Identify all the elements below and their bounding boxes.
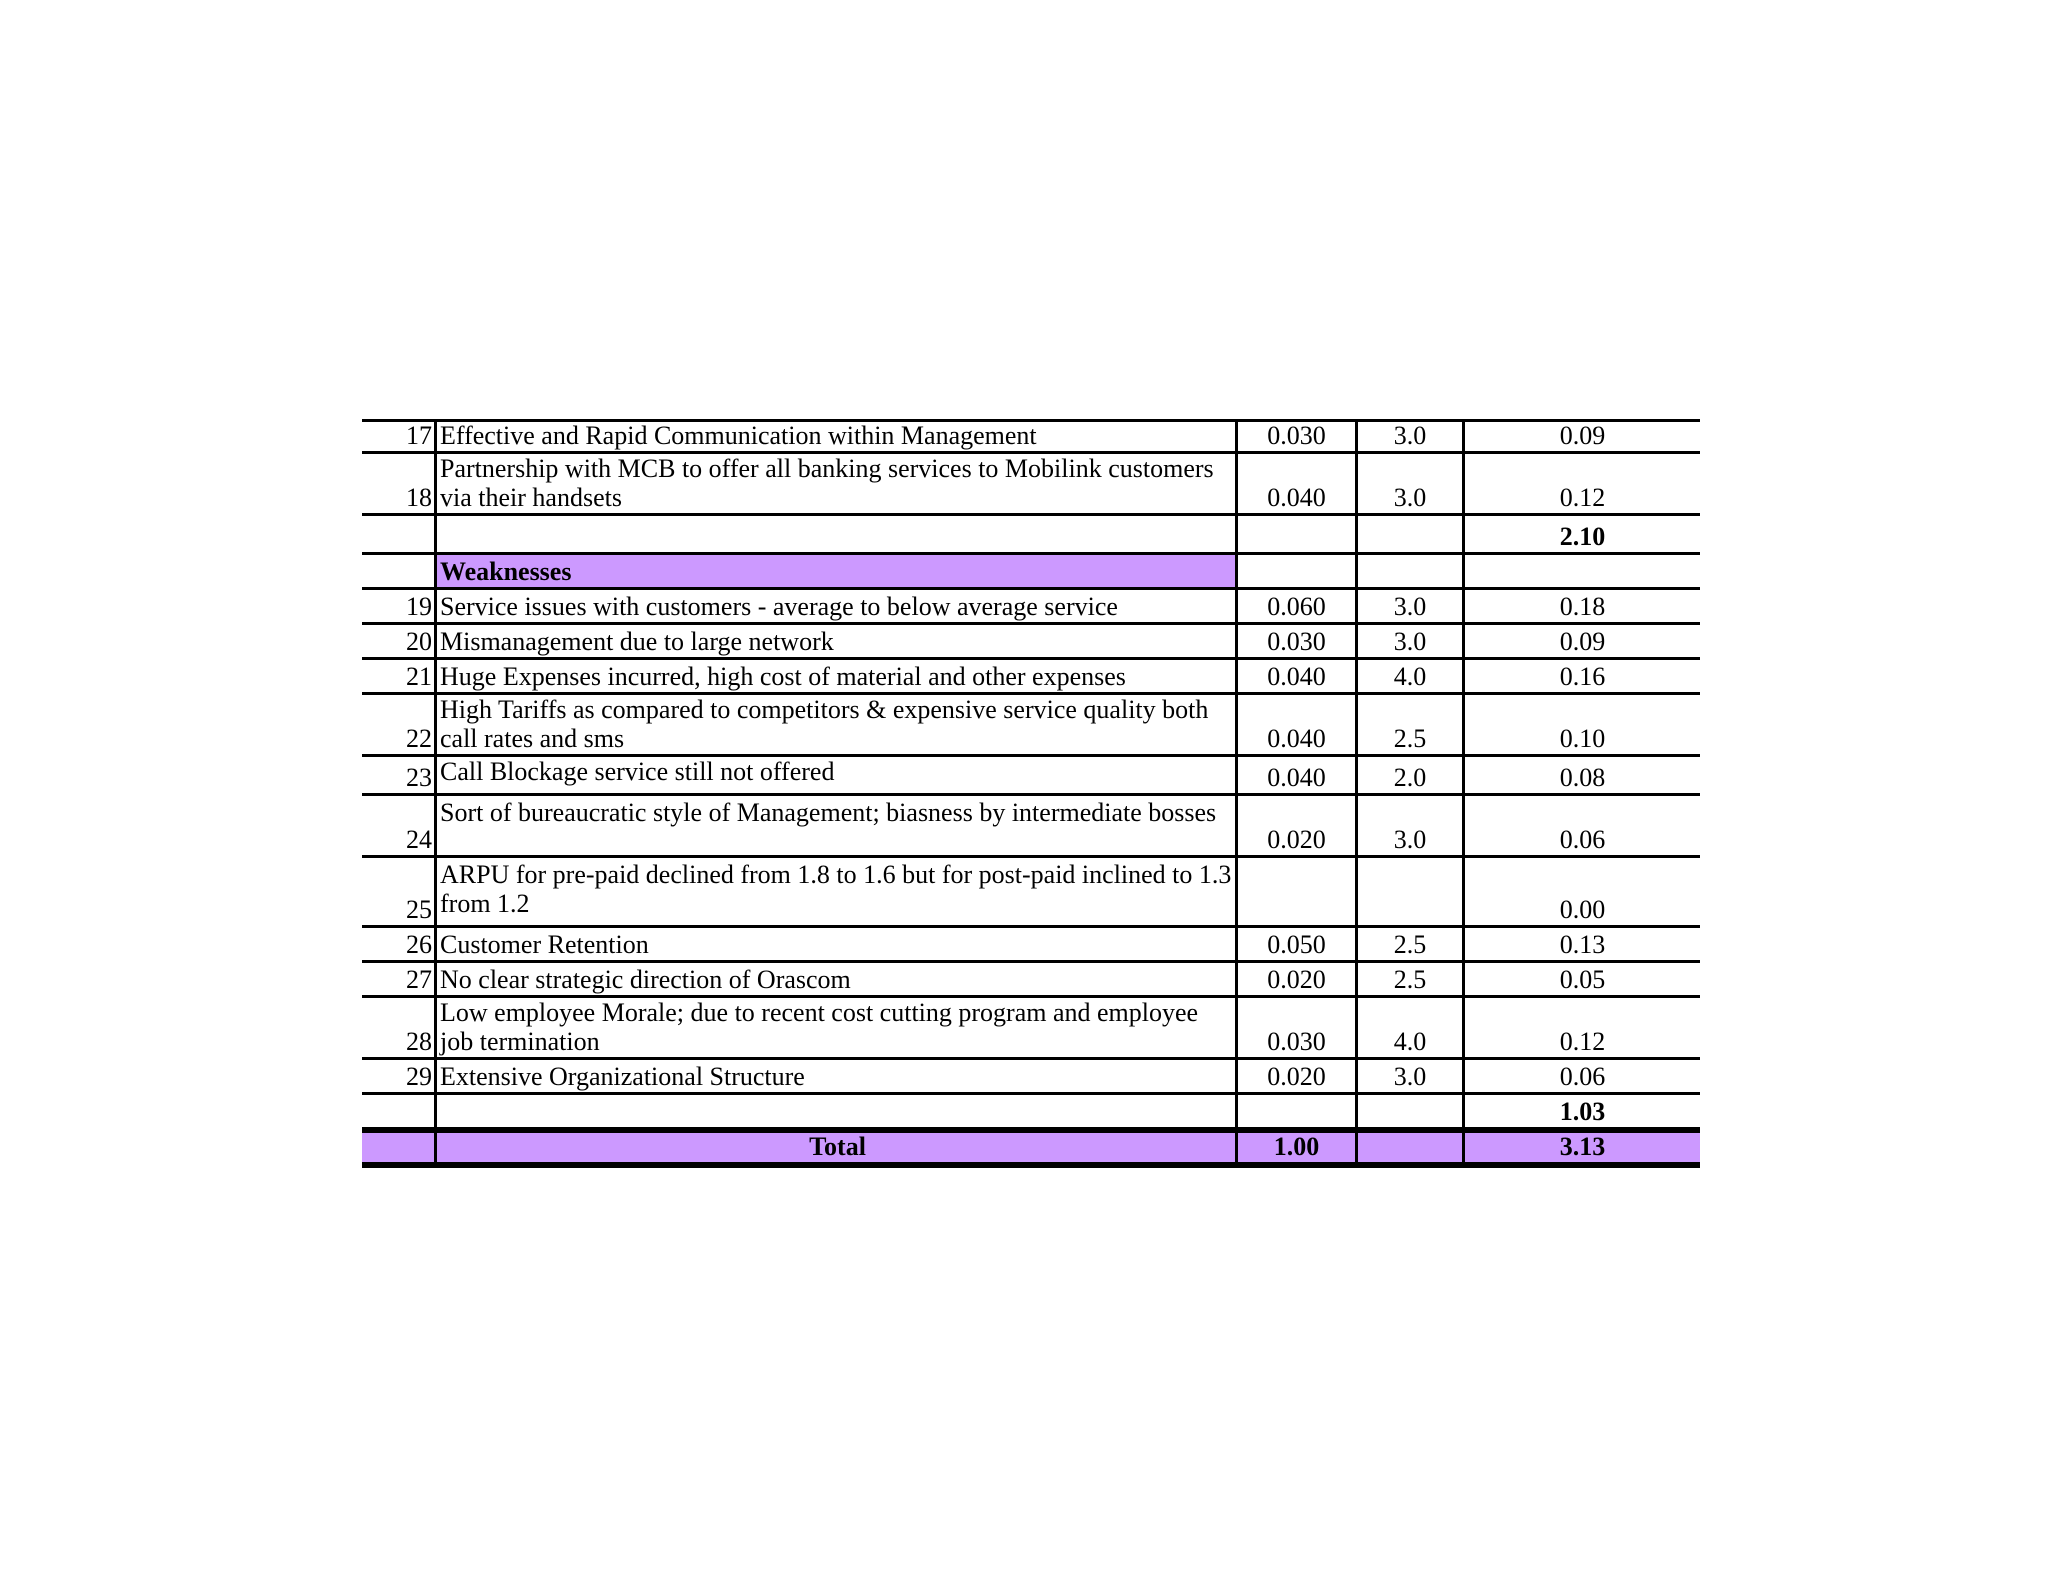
table-row	[362, 695, 1700, 757]
row-weight	[1238, 858, 1358, 925]
row-number: 25	[362, 858, 437, 925]
row-rating: 3.0	[1358, 422, 1465, 451]
row-description: Customer Retention	[437, 928, 1238, 960]
row-rating	[1358, 858, 1465, 925]
row-description	[437, 858, 1238, 925]
row-number: 18	[362, 454, 437, 513]
row-description: Huge Expenses incurred, high cost of material and other expenses	[437, 660, 1238, 692]
row-weight: 0.040	[1238, 757, 1358, 793]
weaknesses-header: Weaknesses	[437, 555, 1238, 587]
row-weight: 0.020	[1238, 796, 1358, 855]
table-row	[362, 454, 1700, 516]
row-weighted-score: 0.13	[1559, 930, 1606, 959]
row-weight: 0.030	[1238, 998, 1358, 1057]
row-weighted-score: 0.08	[1559, 763, 1606, 792]
strengths-subtotal: 2.10	[1559, 522, 1606, 551]
row-weighted-score: 0.09	[1559, 421, 1606, 450]
row-description-text: Low employee Morale; due to recent cost cutting program and employee job termination	[440, 998, 1199, 1056]
row-number: 22	[362, 695, 437, 754]
total-score: 3.13	[1559, 1132, 1606, 1161]
row-description-text: Partnership with MCB to offer all banking services to Mobilink customers via their handsets	[440, 454, 1214, 512]
row-number: 28	[362, 998, 437, 1057]
row-description	[437, 998, 1238, 1057]
row-weighted-score: 0.16	[1559, 662, 1606, 691]
row-weighted-score: 0.06	[1559, 825, 1606, 854]
subtotal-row-weaknesses	[362, 1095, 1700, 1130]
row-rating: 2.0	[1358, 757, 1465, 793]
table-row	[362, 1060, 1700, 1095]
row-description: No clear strategic direction of Orascom	[437, 963, 1238, 995]
row-rating: 4.0	[1358, 660, 1465, 692]
row-weighted-score: 0.12	[1559, 483, 1606, 512]
row-rating: 3.0	[1358, 454, 1465, 513]
row-rating: 3.0	[1358, 1060, 1465, 1092]
row-description: Call Blockage service still not offered	[437, 757, 1238, 793]
table-row	[362, 590, 1700, 625]
row-weight: 0.030	[1238, 422, 1358, 451]
row-number: 17	[362, 422, 437, 451]
row-weighted-score: 0.06	[1559, 1062, 1606, 1091]
subtotal-row-strengths	[362, 516, 1700, 555]
row-description: Sort of bureaucratic style of Management; biasness by intermediate bosses	[437, 796, 1238, 855]
total-row	[362, 1130, 1700, 1168]
row-number: 26	[362, 928, 437, 960]
table-row	[362, 998, 1700, 1060]
row-number: 20	[362, 625, 437, 657]
row-weight: 0.040	[1238, 660, 1358, 692]
table-row	[362, 757, 1700, 796]
row-rating: 3.0	[1358, 625, 1465, 657]
row-weight: 0.060	[1238, 590, 1358, 622]
section-header-row	[362, 555, 1700, 590]
row-weight: 0.040	[1238, 695, 1358, 754]
row-rating: 2.5	[1358, 963, 1465, 995]
row-number: 23	[362, 757, 437, 793]
row-weight: 0.020	[1238, 1060, 1358, 1092]
row-description: Service issues with customers - average to below average service	[437, 590, 1238, 622]
row-description-text: ARPU for pre-paid declined from 1.8 to 1.6 but for post-paid inclined to 1.3 from 1.2	[440, 860, 1232, 918]
row-description: Mismanagement due to large network	[437, 625, 1238, 657]
row-rating: 4.0	[1358, 998, 1465, 1057]
row-weighted-score: 0.12	[1559, 1027, 1606, 1056]
row-description: Extensive Organizational Structure	[437, 1060, 1238, 1092]
row-weighted-score: 0.05	[1559, 965, 1606, 994]
row-rating: 2.5	[1358, 695, 1465, 754]
row-number: 29	[362, 1060, 437, 1092]
table-row	[362, 419, 1700, 454]
row-number: 19	[362, 590, 437, 622]
efe-ife-matrix-table	[362, 419, 1700, 1168]
row-weighted-score: 0.00	[1559, 895, 1606, 924]
row-weighted-score: 0.09	[1559, 627, 1606, 656]
table-row	[362, 963, 1700, 998]
row-rating: 3.0	[1358, 796, 1465, 855]
row-weight: 0.050	[1238, 928, 1358, 960]
weaknesses-subtotal: 1.03	[1559, 1097, 1606, 1126]
row-weight: 0.020	[1238, 963, 1358, 995]
row-description	[437, 454, 1238, 513]
table-row	[362, 796, 1700, 858]
total-weight: 1.00	[1238, 1133, 1358, 1162]
row-number: 27	[362, 963, 437, 995]
row-rating: 3.0	[1358, 590, 1465, 622]
row-description-text: High Tariffs as compared to competitors & expensive service quality both call rates and sms	[440, 695, 1209, 753]
row-weight: 0.030	[1238, 625, 1358, 657]
row-description: Effective and Rapid Communication within Management	[437, 422, 1238, 451]
row-weighted-score: 0.18	[1559, 592, 1606, 621]
total-label: Total	[437, 1133, 1238, 1162]
row-rating: 2.5	[1358, 928, 1465, 960]
table-row	[362, 928, 1700, 963]
table-row	[362, 858, 1700, 928]
row-description	[437, 695, 1238, 754]
row-number: 21	[362, 660, 437, 692]
row-number: 24	[362, 796, 437, 855]
row-weighted-score: 0.10	[1559, 724, 1606, 753]
table-row	[362, 660, 1700, 695]
table-row	[362, 625, 1700, 660]
row-weight: 0.040	[1238, 454, 1358, 513]
